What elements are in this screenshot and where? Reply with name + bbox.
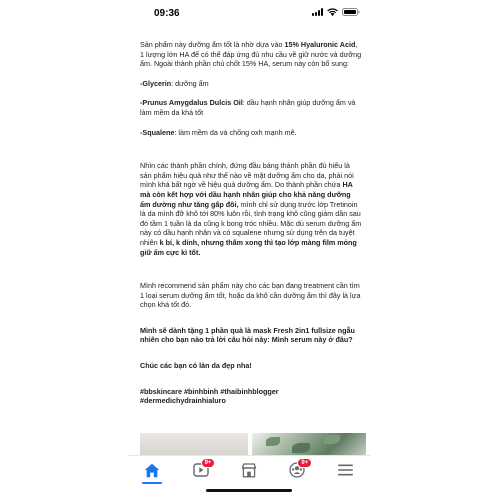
status-icons <box>312 8 360 16</box>
post-photo-2[interactable] <box>252 433 366 455</box>
nav-home[interactable] <box>139 459 165 481</box>
intro-paragraph: Sản phẩm này dưỡng ẩm tốt là nhờ dựa vào 15% Hyaluronic Acid, 1 lượng lớn HA để có thể đáp ứng đủ nhu cầu về giữ nước và dưỡng ẩm. Ngoài thành phần chủ chốt 15% HA, serum này còn bổ sung: <box>140 40 362 69</box>
post-photos[interactable] <box>140 433 366 455</box>
status-bar <box>128 0 370 26</box>
groups-badge: 9+ <box>297 458 312 468</box>
menu-icon <box>338 464 353 476</box>
active-tab-indicator <box>142 482 162 484</box>
ingredient-almond-oil: -Prunus Amygdalus Dulcis Oil: dầu hạnh nhân giúp dưỡng ẩm và làm mềm da khá tốt <box>140 98 356 117</box>
video-badge: 9+ <box>201 458 216 468</box>
home-icon <box>144 463 160 478</box>
marketplace-icon <box>241 463 257 478</box>
review-paragraph: Nhìn các thành phần chính, đứng đầu bảng thành phần đủ hiểu là sản phẩm hiệu quả như thế nào về mặt dưỡng ẩm cho da, phải nói mình khá bất ngờ về hiệu quả dưỡng ẩm. Do thành phần chứa HA mà còn kết hợp với dầu hạnh nhân giúp cho khả năng dưỡng ẩm dường như tăng gấp đôi, mình chỉ sử dụng trước lớp Tretinoin là da mình đỡ khô tới 80% luôn rồi, tình trạng khô cũng giảm dần sau đó tầm 1 tuần là da cũng k bong tróc nhiều. Mặc dù serum dưỡng ẩm này có dầu hạnh nhân và có squalene nhưng sử dụng trên da tuyệt nhiên k bí, k dính, nhưng thấm xong thì tạo lớp màng film mỏng giữ ẩm cực kì tốt. <box>140 161 362 257</box>
phone-screen <box>128 0 370 498</box>
ingredient-glycerin: -Glycerin: dưỡng ẩm <box>140 78 209 88</box>
battery-icon <box>342 8 360 16</box>
hashtags-line-1[interactable]: #bbskincare #binhbinh #thaibinhblogger <box>140 386 279 396</box>
status-time: 09:36 <box>154 8 180 19</box>
wish-line: Chúc các bạn có làn da đẹp nha! <box>140 361 252 371</box>
recommend-paragraph: Mình recommend sản phẩm này cho các bạn đang treatment cần tìm 1 loại serum dưỡng ẩm tốt, hoặc da khô cần dưỡng ẩm thì đây là lựa chọn khá tốt đó. <box>140 281 361 310</box>
nav-menu[interactable] <box>333 459 359 481</box>
cellular-signal-icon <box>312 8 323 16</box>
nav-groups[interactable] <box>284 459 310 481</box>
nav-marketplace[interactable] <box>236 459 262 481</box>
post-text <box>140 40 362 406</box>
nav-video[interactable] <box>188 459 214 481</box>
home-indicator[interactable] <box>206 489 292 492</box>
ingredient-squalene: -Squalene: làm mềm da và chống oxh mạnh mẽ. <box>140 127 297 137</box>
hashtags-line-2[interactable]: #dermedichydrainhialuro <box>140 396 226 406</box>
post-photo-1[interactable] <box>140 433 248 455</box>
giveaway-paragraph: Mình sẽ dành tặng 1 phần quà là mask Fresh 2in1 fullsize ngẫu nhiên cho bạn nào trả lời câu hỏi này: Mình serum này ở đâu? <box>140 325 355 345</box>
wifi-icon <box>327 8 338 16</box>
